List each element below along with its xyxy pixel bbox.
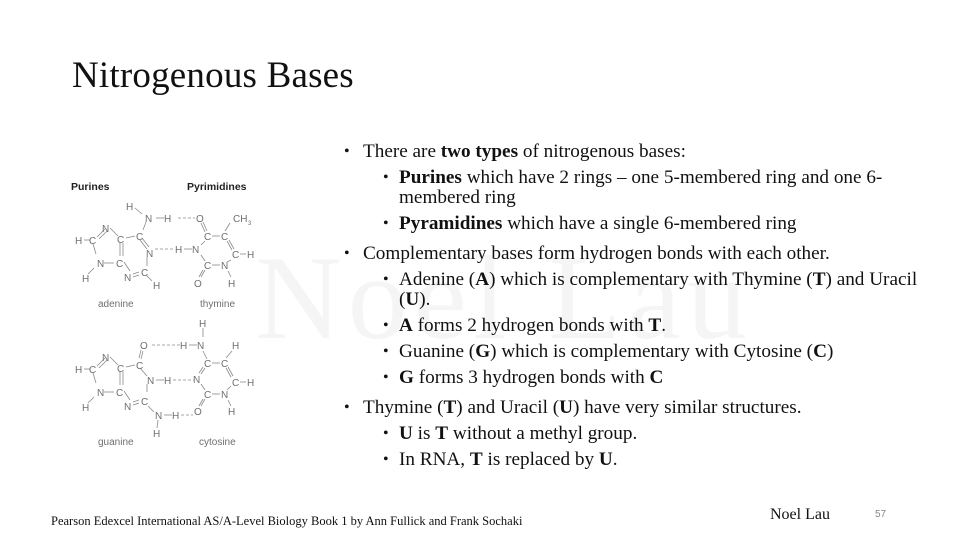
sub-bullet-rna: • In RNA, T is replaced by U. [363,450,920,470]
svg-text:H: H [126,202,134,213]
svg-text:C: C [117,235,125,246]
guanine-label: guanine [98,437,134,448]
svg-text:C: C [204,232,212,243]
purines-header: Purines [71,181,110,193]
sub-bullet-adenine: • Adenine (A) which is complementary with Thymine (T) and Uracil (U). [363,270,920,310]
svg-text:N: N [192,245,200,256]
svg-text:H: H [175,245,183,256]
svg-text:C: C [221,359,229,370]
slide-title: Nitrogenous Bases [72,55,354,96]
svg-text:C: C [204,261,212,272]
cytosine-label: cytosine [199,437,236,448]
footer-author: Noel Lau [770,506,830,523]
pyrimidines-header: Pyrimidines [187,181,247,193]
svg-text:O: O [194,279,202,290]
svg-text:C: C [136,232,144,243]
sub-bullet-pyramidines: • Pyramidines which have a single 6-membered ring [363,214,920,234]
svg-text:H: H [228,279,236,290]
svg-text:C: C [117,364,125,375]
svg-text:3: 3 [248,221,252,227]
svg-text:H: H [82,274,90,285]
svg-text:N: N [193,375,201,386]
svg-text:N: N [155,411,163,422]
svg-text:N: N [97,259,105,270]
bullet-list [340,142,920,476]
svg-text:C: C [116,259,124,270]
svg-text:H: H [164,376,172,387]
svg-text:O: O [140,341,148,352]
svg-text:C: C [232,378,240,389]
thymine-label: thymine [200,299,236,310]
svg-text:C: C [89,236,97,247]
svg-text:H: H [75,236,83,247]
svg-text:H: H [247,250,255,261]
adenine-label: adenine [98,299,134,310]
svg-text:N: N [146,249,154,260]
svg-text:C: C [204,359,212,370]
sub-bullet-purines: • Purines which have 2 rings – one 5-membered ring and one 6-membered ring [363,168,920,208]
svg-text:N: N [102,224,110,235]
bullet-text: • Complementary bases form hydrogen bonds with each other. [363,243,830,264]
svg-text:H: H [75,365,83,376]
svg-text:N: N [221,261,229,272]
svg-text:H: H [153,429,161,440]
bullet-complementary-bases [340,244,920,388]
svg-text:O: O [196,214,204,225]
svg-text:N: N [197,341,205,352]
svg-text:C: C [141,397,149,408]
svg-text:N: N [124,402,132,413]
sub-bullet-methyl-group: • U is T without a methyl group. [363,424,920,444]
page-number: 57 [875,509,887,520]
svg-text:N: N [221,390,229,401]
svg-text:C: C [136,361,144,372]
svg-text:H: H [82,403,90,414]
sub-bullet-a-bonds: • A forms 2 hydrogen bonds with T. [363,316,920,336]
svg-text:C: C [89,365,97,376]
bullet-text: • Thymine (T) and Uracil (U) have very similar structures. [363,397,802,418]
base-pair-diagram [60,170,280,455]
svg-text:C: C [141,268,149,279]
svg-text:C: C [116,388,124,399]
svg-text:N: N [102,353,110,364]
svg-text:N: N [97,388,105,399]
svg-text:C: C [232,250,240,261]
svg-text:H: H [232,341,240,352]
svg-text:N: N [145,214,153,225]
svg-text:N: N [147,376,155,387]
svg-text:H: H [164,214,172,225]
svg-text:CH: CH [233,214,248,225]
svg-text:H: H [153,281,161,292]
footer-source-citation: Pearson Edexcel International AS/A-Level Biology Book 1 by Ann Fullick and Frank Sochaki [51,514,523,528]
svg-text:C: C [204,390,212,401]
svg-text:H: H [247,378,255,389]
svg-text:H: H [172,411,180,422]
bullet-thymine-uracil [340,398,920,470]
bullet-two-types [340,142,920,234]
svg-text:H: H [199,319,207,330]
bullet-text: • There are two types of nitrogenous bases: [363,141,686,162]
svg-text:H: H [180,341,188,352]
svg-text:H: H [228,407,236,418]
sub-bullet-guanine: • Guanine (G) which is complementary with Cytosine (C) [363,342,920,362]
svg-text:N: N [124,273,132,284]
svg-text:C: C [221,232,229,243]
svg-text:O: O [194,407,202,418]
sub-bullet-g-bonds: • G forms 3 hydrogen bonds with C [363,368,920,388]
